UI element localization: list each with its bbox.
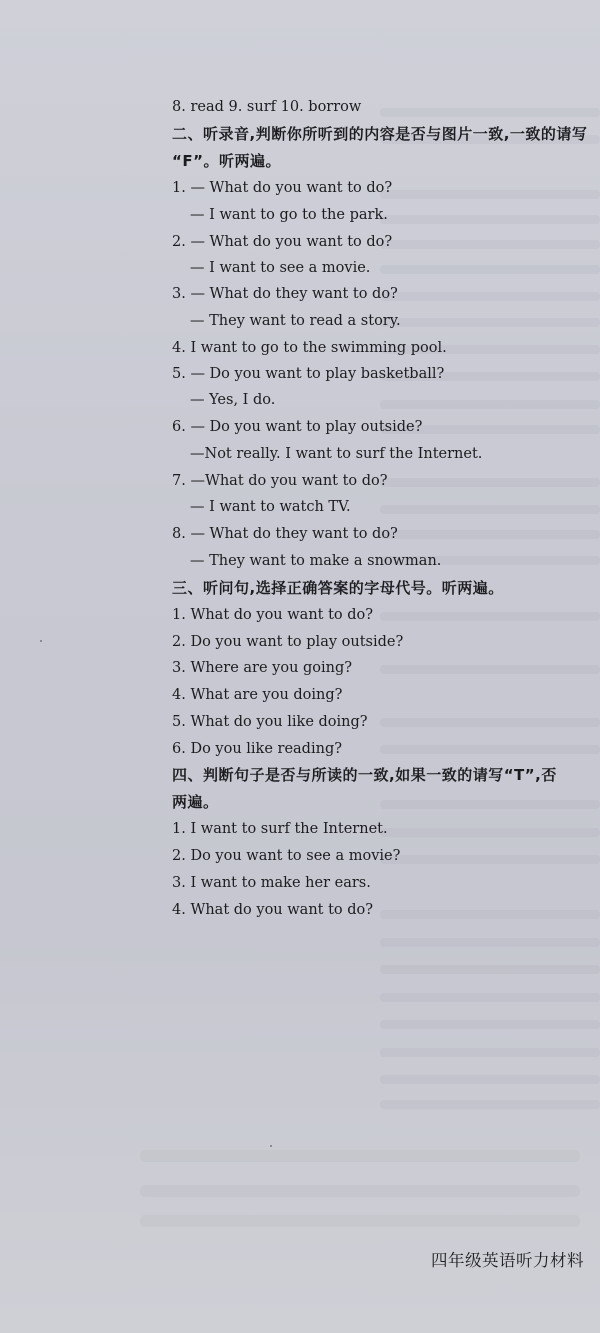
- section4-heading-line1: 四、判断句子是否与所读的一致,如果一致的请写“T”,否: [172, 766, 557, 784]
- section4-item: 1. I want to surf the Internet.: [172, 821, 388, 837]
- section4-item: 3. I want to make her ears.: [172, 875, 371, 891]
- section2-item: 5. — Do you want to play basketball?: [172, 366, 445, 382]
- section3-heading: 三、听问句,选择正确答案的字母代号。听两遍。: [172, 579, 504, 597]
- section2-item: 4. I want to go to the swimming pool.: [172, 340, 447, 356]
- section2-item: 6. — Do you want to play outside?: [172, 419, 423, 435]
- section3-item: 6. Do you like reading?: [172, 741, 342, 757]
- section2-item: 8. — What do they want to do?: [172, 526, 398, 542]
- section2-item: 3. — What do they want to do?: [172, 286, 398, 302]
- page-footer-title: 四年级英语听力材料: [431, 1251, 584, 1270]
- section4-item: 4. What do you want to do?: [172, 902, 374, 918]
- section2-item: 2. — What do you want to do?: [172, 234, 393, 250]
- section4-heading-line2: 两遍。: [172, 793, 219, 811]
- section3-item: 3. Where are you going?: [172, 660, 353, 676]
- section2-item: —Not really. I want to surf the Internet.: [190, 446, 483, 462]
- section2-item: — Yes, I do.: [190, 392, 276, 408]
- section2-item: — I want to see a movie.: [190, 260, 371, 276]
- section3-item: 1. What do you want to do?: [172, 607, 374, 623]
- section2-item: — I want to watch TV.: [190, 499, 351, 515]
- section2-heading-line1: 二、听录音,判断你所听到的内容是否与图片一致,一致的请写: [172, 125, 588, 143]
- section3-item: 2. Do you want to play outside?: [172, 634, 404, 650]
- section4-item: 2. Do you want to see a movie?: [172, 848, 401, 864]
- section2-item: 7. —What do you want to do?: [172, 473, 388, 489]
- section2-heading-line2: “F”。听两遍。: [172, 152, 281, 170]
- section1-tail-line: 8. read 9. surf 10. borrow: [172, 99, 362, 115]
- section3-item: 4. What are you doing?: [172, 687, 343, 703]
- section2-item: — I want to go to the park.: [190, 207, 388, 223]
- section2-item: — They want to make a snowman.: [190, 553, 442, 569]
- section2-item: — They want to read a story.: [190, 313, 401, 329]
- section3-item: 5. What do you like doing?: [172, 714, 368, 730]
- section2-item: 1. — What do you want to do?: [172, 180, 393, 196]
